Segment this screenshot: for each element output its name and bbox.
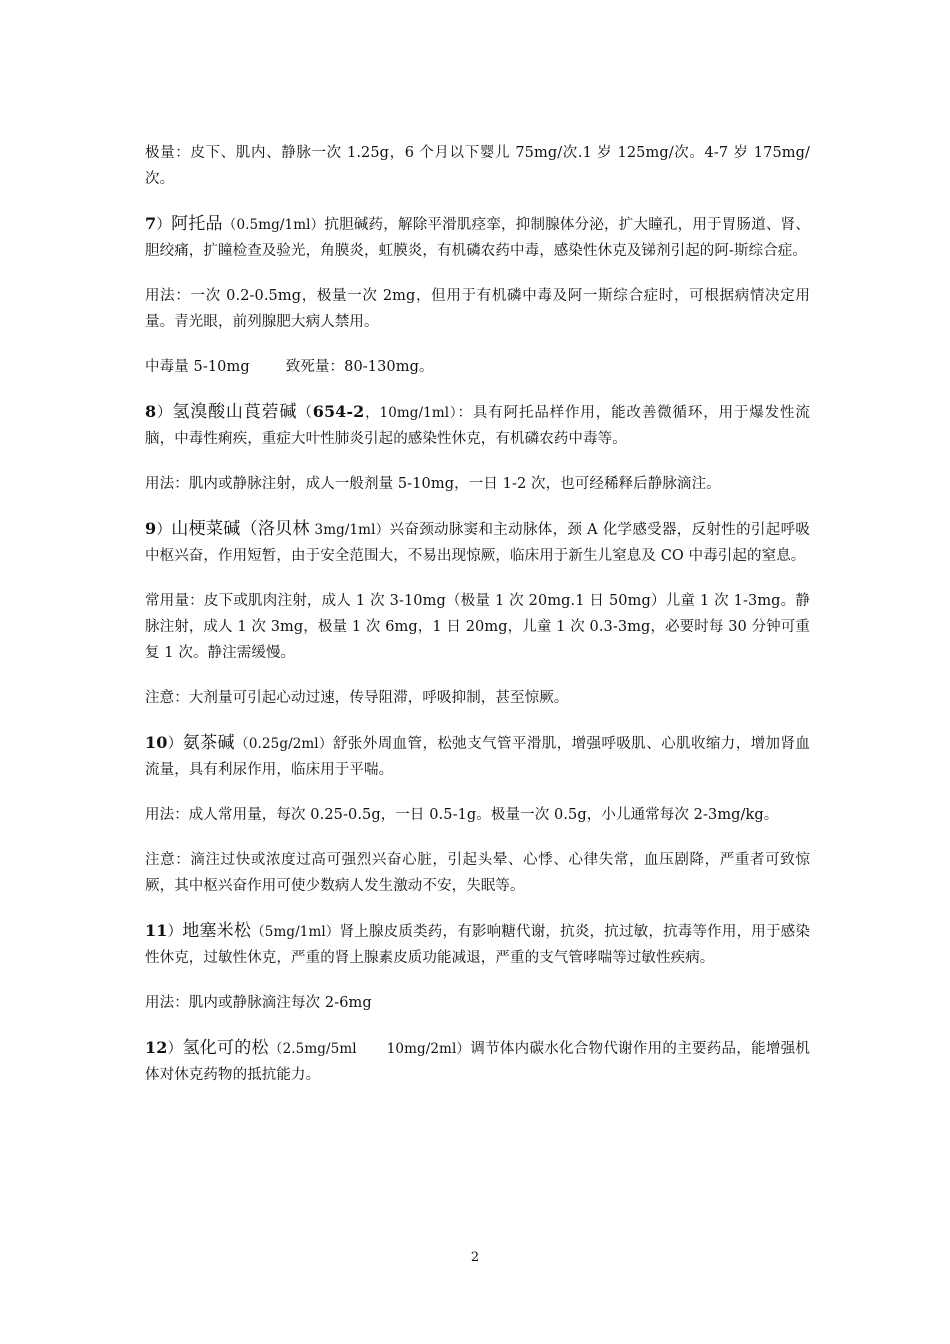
usage-text: 用法：一次 0.2-0.5mg，极量一次 2mg，但用于有机磷中毒及阿一斯综合症时，可根据病情决定用量。青光眼，前列腺肥大病人禁用。 xyxy=(145,288,810,330)
drug-name: 阿托品 xyxy=(171,214,223,234)
aminophylline-note xyxy=(145,847,810,899)
page-content xyxy=(145,140,810,1107)
drug-spec: （5mg/1ml） xyxy=(251,924,340,940)
usage-text: 用法：肌内或静脉滴注每次 2-6mg xyxy=(145,995,372,1011)
section-number: 12 xyxy=(145,1038,168,1057)
usage-text: 用法：肌内或静脉注射，成人一般剂量 5-10mg，一日 1-2 次，也可经稀释后静脉滴注。 xyxy=(145,476,721,492)
drug-spec-2: 10mg/2ml） xyxy=(386,1041,471,1057)
lobeline-usage xyxy=(145,588,810,666)
page-number: 2 xyxy=(470,1250,480,1265)
drug-description: 调节体内碳水化合物代谢作用的主要药品，能增强机体对休克药物的抵抗能力。 xyxy=(145,1041,811,1083)
drug-spec: ，10mg/1ml） xyxy=(364,405,458,421)
drug-spec: （2.5mg/5ml xyxy=(268,1041,357,1057)
dexamethasone-usage xyxy=(145,990,810,1016)
drug-spec: （0.25g/2ml） xyxy=(234,736,333,752)
section-atropine xyxy=(145,211,810,264)
drug-name: 地塞米松 xyxy=(182,921,252,941)
note-text: 注意：滴注过快或浓度过高可强烈兴奋心脏，引起头晕、心悸、心律失常，血压剧降，严重者可致惊厥，其中枢兴奋作用可使少数病人发生激动不安，失眠等。 xyxy=(145,852,810,894)
paren: ） xyxy=(156,405,173,421)
paren: ） xyxy=(167,1041,183,1057)
section-hydrocortisone xyxy=(145,1035,810,1088)
max-dose-text: 极量：皮下、肌内、静脉一次 1.25g，6 个月以下婴儿 75mg/次.1 岁 125mg/次。4-7 岁 175mg/次。 xyxy=(145,145,810,187)
section-dexamethasone xyxy=(145,918,810,971)
paren: ） xyxy=(156,217,172,233)
paren: ） xyxy=(156,522,172,538)
section-number: 10 xyxy=(145,733,168,752)
drug-name: 氨茶碱 xyxy=(182,733,235,753)
section-number: 11 xyxy=(145,921,168,940)
lethal-dose: 致死量：80-130mg。 xyxy=(285,359,434,375)
section-number: 8 xyxy=(145,402,157,421)
drug-description: 抗胆碱药，解除平滑肌痉挛，抑制腺体分泌，扩大瞳孔，用于胃肠道、肾、胆绞痛，扩瞳检查及验光，角膜炎，虹膜炎，有机磷农药中毒，感染性休克及锑剂引起的阿-斯综合症。 xyxy=(145,217,810,259)
drug-spec: （0.5mg/1ml） xyxy=(222,217,325,233)
section-aminophylline xyxy=(145,730,810,783)
paren: ） xyxy=(167,924,183,940)
usage-text: 用法：成人常用量，每次 0.25-0.5g，一日 0.5-1g。极量一次 0.5g，小儿通常每次 2-3mg/kg。 xyxy=(145,807,779,823)
usage-text: 常用量：皮下或肌肉注射，成人 1 次 3-10mg（极量 1 次 20mg.1 日 50mg）儿童 1 次 1-3mg。静脉注射，成人 1 次 3mg，极量 1 次 6mg，1 日 20mg，儿童 1 次 0.3-3mg，必要时每 30 分钟可重复 1 次。静注需缓慢。 xyxy=(145,593,810,661)
drug-description: ：具有阿托品样作用，能改善微循环，用于爆发性流脑，中毒性痢疾，重症大叶性肺炎引起的感染性休克，有机磷农药中毒等。 xyxy=(145,405,810,447)
drug-code: 654-2 xyxy=(312,402,365,421)
drug-name: 氢溴酸山莨菪碱 xyxy=(172,402,298,422)
section-lobeline xyxy=(145,516,810,569)
paragraph-max-dose xyxy=(145,140,810,192)
atropine-toxicity xyxy=(145,354,810,380)
section-number: 7 xyxy=(145,214,157,233)
drug-name: 山梗菜碱（洛贝林 xyxy=(171,519,310,539)
lobeline-note xyxy=(145,685,810,711)
toxic-dose: 中毒量 5-10mg xyxy=(145,359,250,375)
note-text: 注意：大剂量可引起心动过速，传导阻滞，呼吸抑制，甚至惊厥。 xyxy=(145,690,569,706)
atropine-usage xyxy=(145,283,810,335)
drug-description: 肾上腺皮质类药，有影响糖代谢，抗炎，抗过敏，抗毒等作用，用于感染性休克，过敏性休克，严重的肾上腺素皮质功能减退，严重的支气管哮喘等过敏性疾病。 xyxy=(145,924,810,966)
anisodamine-usage xyxy=(145,471,810,497)
spec-open: （ xyxy=(297,405,313,421)
section-number: 9 xyxy=(145,519,157,538)
aminophylline-usage xyxy=(145,802,810,828)
paren: ） xyxy=(167,736,183,752)
section-anisodamine xyxy=(145,399,810,452)
drug-spec: 3mg/1ml） xyxy=(309,522,390,538)
drug-description: 兴奋颈动脉窦和主动脉体，颈 A 化学感受器，反射性的引起呼吸中枢兴奋，作用短暂，由于安全范围大，不易出现惊厥，临床用于新生儿窒息及 CO 中毒引起的窒息。 xyxy=(145,522,810,564)
drug-name: 氢化可的松 xyxy=(182,1038,269,1058)
drug-description: 舒张外周血管，松弛支气管平滑肌，增强呼吸肌、心肌收缩力，增加肾血流量，具有利尿作用，临床用于平喘。 xyxy=(145,736,810,778)
